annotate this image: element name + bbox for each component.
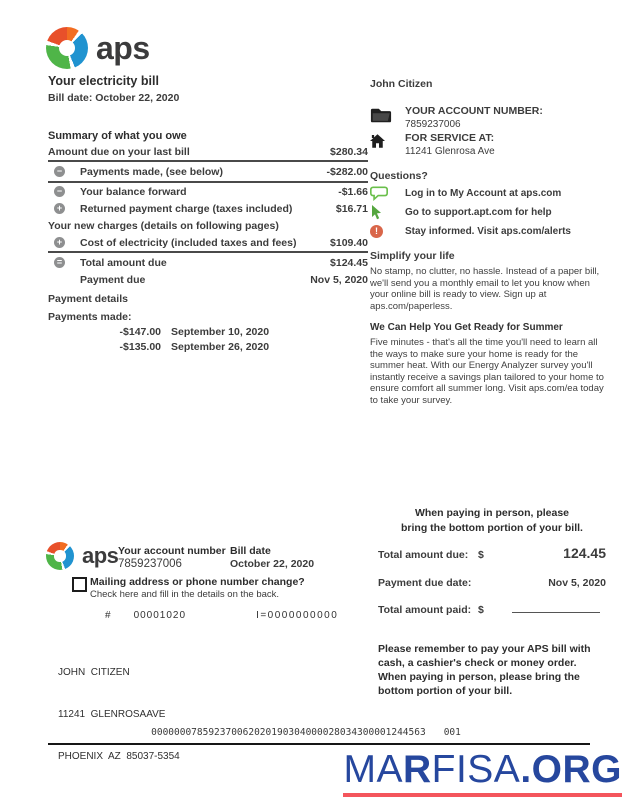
watermark-text: .ORG (520, 748, 622, 791)
plus-circle-icon (54, 237, 65, 248)
summary-row-new-charges (48, 217, 368, 234)
stub-account-label: Your account number (118, 545, 226, 557)
stub-account-number: 7859237006 (118, 558, 182, 570)
currency-symbol: $ (478, 604, 484, 616)
summary-heading: Summary of what you owe (48, 130, 187, 142)
summary-row-value: $109.40 (330, 236, 368, 249)
payment-date: September 10, 2020 (171, 325, 270, 338)
summary-row-label: Payments made, (see below) (80, 165, 223, 178)
footer-divider (48, 743, 590, 745)
service-address-row (370, 132, 604, 157)
payment-entry (48, 339, 368, 354)
service-address-label: FOR SERVICE AT: (405, 132, 495, 144)
aps-swirl-icon (46, 542, 74, 570)
payment-box (378, 506, 606, 698)
customer-name: John Citizen (370, 78, 433, 90)
summary-row-value: -$282.00 (326, 165, 368, 178)
summary-row-value: Nov 5, 2020 (310, 273, 368, 286)
summary-section (48, 130, 368, 354)
payment-amount: -$147.00 (119, 325, 161, 338)
summer-heading: We Can Help You Get Ready for Summer (370, 322, 563, 333)
folder-icon (370, 105, 405, 130)
question-item-support (370, 205, 604, 220)
summary-row-value: $124.45 (330, 256, 368, 269)
payment-amount: -$135.00 (119, 340, 161, 353)
watermark-text: FISA (431, 748, 521, 791)
marfisa-watermark (343, 749, 622, 797)
simplify-heading: Simplify your life (370, 250, 455, 262)
page-title: Your electricity bill (48, 74, 159, 88)
question-text: Log in to My Account at aps.com (405, 188, 562, 199)
account-number-value: 7859237006 (405, 119, 461, 130)
amount-paid-row (378, 602, 606, 616)
summary-row-label: Cost of electricity (included taxes and fees) (80, 236, 297, 249)
aps-logo-stub (46, 542, 118, 570)
watermark-text: MA (343, 748, 403, 791)
summary-row-last-bill (48, 143, 368, 160)
payments-made-heading: Payments made: (48, 310, 132, 323)
question-item-my-account (370, 186, 604, 201)
account-panel (370, 78, 604, 406)
total-due-row (378, 545, 606, 561)
summer-body: Five minutes - that's all the time you'll need to learn all the ways to make sure your home is ready for the summer heat. With our Energy Analyzer survey you'll instantly receive a savings plan tailored to your home to ensure comfort all summer long. Visit aps.com/ea today to take your survey. (370, 337, 604, 406)
summary-row-payments-made (48, 160, 368, 183)
service-address-value: 11241 Glenrosa Ave (405, 146, 495, 157)
simplify-body: No stamp, no clutter, no hassle. Instead of a paper bill, we'll send you a monthly email to let you know when your online bill is ready to view. Sign up at aps.com/paperless. (370, 266, 600, 312)
summary-row-value: $16.71 (335, 202, 368, 215)
summary-row-balance-forward (48, 183, 368, 200)
watermark-text: R (402, 748, 432, 791)
address-change-instruction: Check here and fill in the details on the back. (90, 589, 280, 600)
chat-bubble-icon (370, 186, 405, 201)
minus-circle-icon (54, 186, 65, 197)
total-due-label: Total amount due: (378, 549, 469, 561)
summary-row-label: Your new charges (details on following pages) (48, 219, 279, 232)
address-change-question: Mailing address or phone number change? (90, 576, 305, 588)
mailing-name: JOHN CITIZEN (58, 667, 130, 678)
summary-row-label: Your balance forward (80, 185, 187, 198)
aps-swirl-icon (46, 27, 88, 69)
minus-circle-icon (54, 166, 65, 177)
summary-row-value: $280.34 (330, 145, 368, 158)
hash-symbol: # (105, 610, 112, 621)
payment-entry (48, 324, 368, 339)
question-item-alerts (370, 224, 604, 238)
question-text: Stay informed. Visit aps.com/alerts (405, 225, 571, 237)
in-person-notice-line2: bring the bottom portion of your bill. (401, 522, 583, 534)
payment-details-heading: Payment details (48, 292, 128, 305)
summary-row-label: Total amount due (80, 256, 167, 269)
aps-logo-text: aps (96, 30, 150, 66)
summary-row-returned-charge (48, 200, 368, 217)
mailing-address (58, 638, 180, 792)
summary-row-label: Payment due (80, 273, 146, 286)
plus-circle-icon (54, 203, 65, 214)
address-change-row (72, 576, 372, 600)
amount-paid-label: Total amount paid: (378, 604, 472, 616)
stub-header (118, 545, 314, 570)
account-number-label: YOUR ACCOUNT NUMBER: (405, 105, 543, 117)
cursor-icon (370, 205, 405, 220)
alert-icon (370, 225, 405, 238)
due-date-label: Payment due date: (378, 577, 472, 589)
route-code: I=0000000000 (256, 610, 339, 621)
payment-reminder: Please remember to pay your APS bill with cash, a cashier's check or money order. When paying in person, please bring the bottom portion of your bill. (378, 643, 591, 697)
watermark-underline (343, 793, 622, 797)
stub-bill-date: October 22, 2020 (230, 558, 315, 570)
equals-circle-icon (54, 257, 65, 268)
question-text: Go to support.apt.com for help (405, 207, 552, 218)
currency-symbol: $ (478, 549, 484, 561)
summary-row-label: Returned payment charge (taxes included) (80, 202, 293, 215)
aps-logo-text: aps (82, 543, 119, 568)
stub-sequence-row (105, 610, 338, 621)
account-number-row (370, 105, 604, 130)
stub-bill-date-label: Bill date (230, 545, 271, 557)
summary-row-cost-electricity (48, 234, 368, 251)
due-date-row (378, 577, 606, 589)
summary-row-total-due (48, 251, 368, 271)
summary-row-label: Amount due on your last bill (48, 145, 190, 158)
scanline-digits: 000000078592370062020190304000028034300001244563 (151, 727, 426, 738)
questions-heading: Questions? (370, 170, 428, 182)
payment-date: September 26, 2020 (171, 340, 270, 353)
mailing-city: PHOENIX AZ 85037-5354 (58, 751, 180, 762)
due-date-value: Nov 5, 2020 (548, 577, 606, 589)
scanline-suffix: 001 (443, 727, 461, 738)
ocr-scanline (0, 727, 612, 738)
home-icon (370, 132, 405, 157)
address-change-checkbox[interactable] (72, 577, 87, 592)
summary-row-value: -$1.66 (338, 185, 368, 198)
aps-logo (46, 27, 150, 69)
bill-date: Bill date: October 22, 2020 (48, 92, 180, 104)
in-person-notice-line1: When paying in person, please (414, 507, 570, 519)
mailing-street: 11241 GLENROSAAVE (58, 709, 166, 720)
summary-row-payment-due (48, 271, 368, 288)
amount-paid-blank-field[interactable] (512, 602, 600, 613)
total-due-value: 124.45 (563, 545, 606, 561)
sequence-number: 00001020 (133, 610, 187, 621)
